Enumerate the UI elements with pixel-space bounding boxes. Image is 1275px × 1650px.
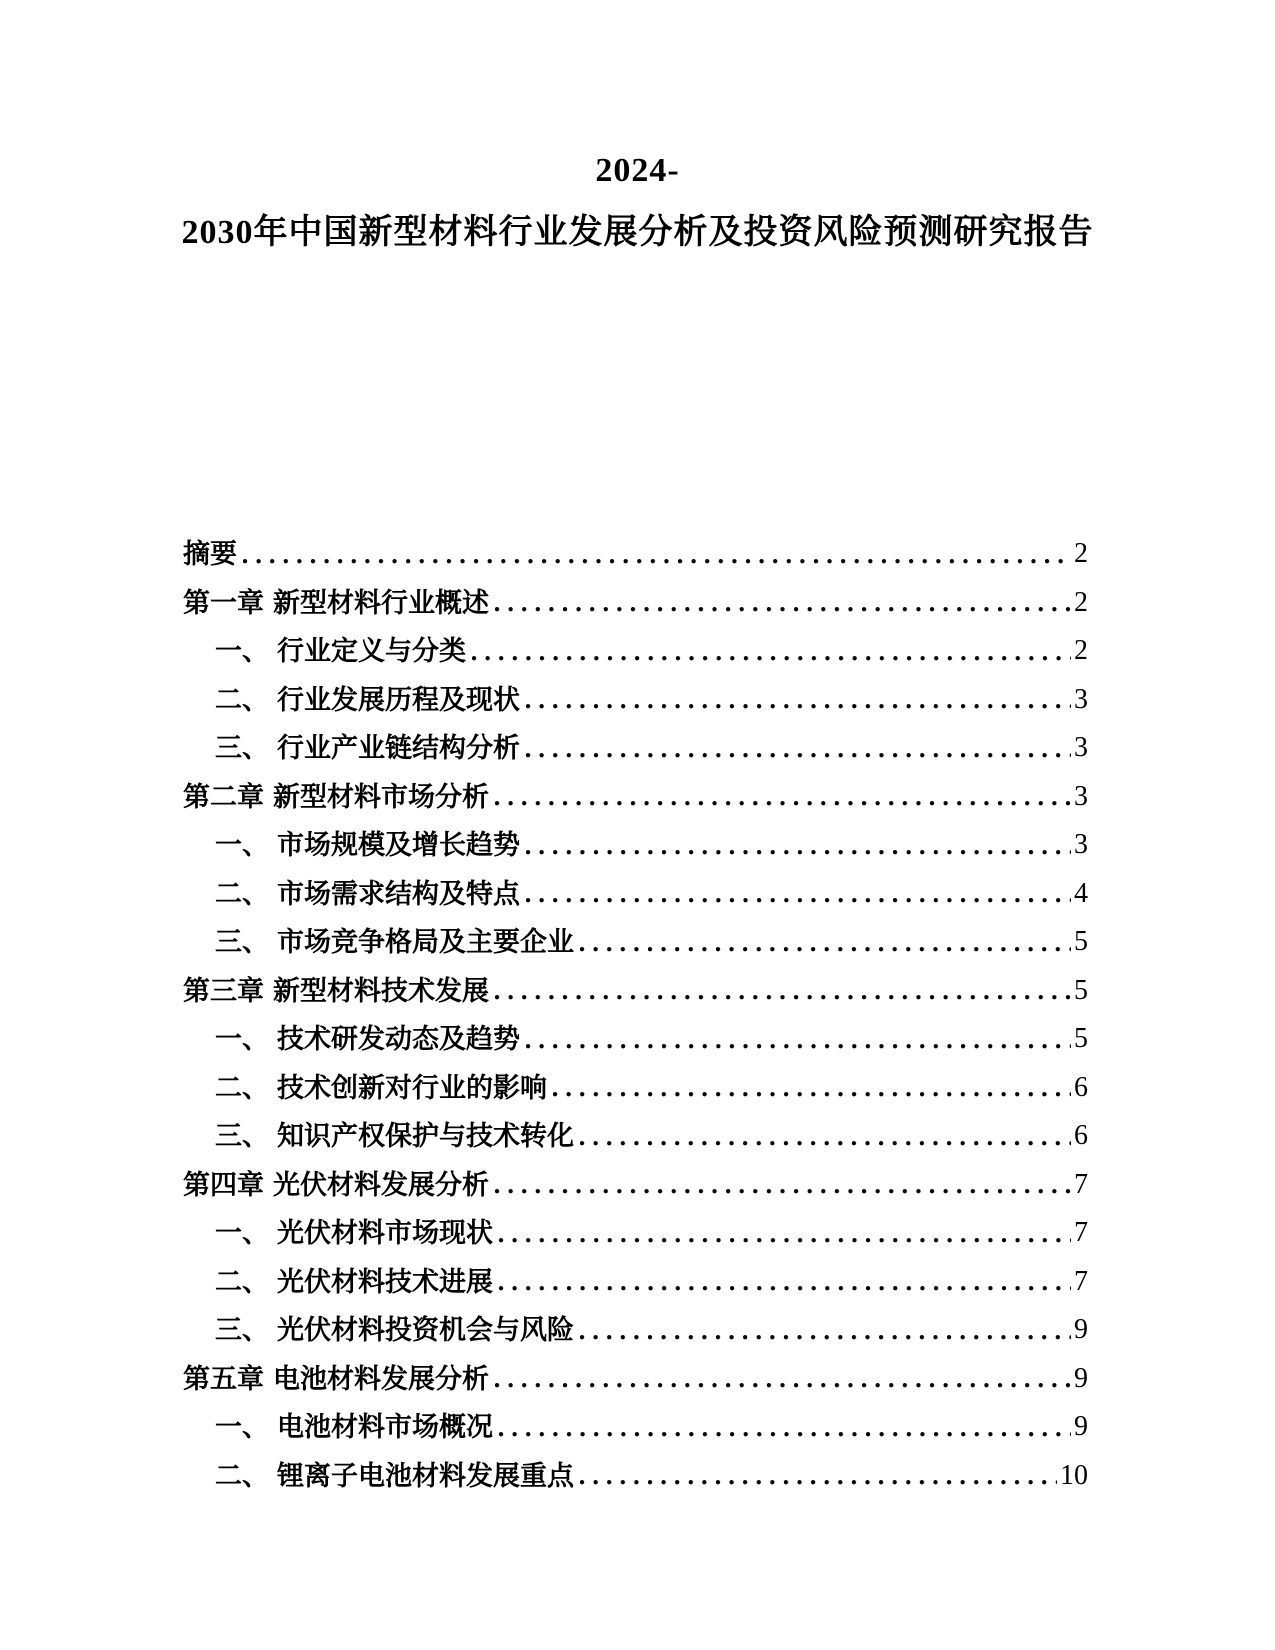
toc-entry-page: 2: [1074, 538, 1088, 569]
toc-entry: [183, 1452, 1088, 1501]
toc-entry-number: 二、: [215, 684, 269, 715]
toc-entry-number: 第四章: [183, 1169, 264, 1200]
toc-entry: [183, 1306, 1088, 1355]
toc-entry: [183, 627, 1088, 676]
toc-entry: [183, 1403, 1088, 1452]
toc-entry-number: 一、: [215, 1412, 269, 1442]
toc-entry: [183, 530, 1088, 579]
dot-leader: [493, 1258, 1071, 1307]
toc-entry-label: 技术研发动态及趋势: [277, 1024, 520, 1054]
toc-entry-label: 光伏材料发展分析: [273, 1169, 489, 1200]
toc-entry-page: 7: [1074, 1168, 1088, 1200]
toc-entry-page: 9: [1074, 1314, 1088, 1345]
dot-leader: [493, 1403, 1071, 1452]
toc-entry-number: 三、: [215, 1315, 269, 1345]
dot-leader: [574, 918, 1071, 967]
dot-leader: [493, 1209, 1071, 1258]
toc-entry: [183, 821, 1088, 870]
toc-entry-label: 电池材料发展分析: [273, 1363, 489, 1394]
toc-entry-label: 新型材料技术发展: [273, 975, 489, 1006]
toc-entry-label: 锂离子电池材料发展重点: [277, 1460, 574, 1491]
toc-entry-page: 3: [1074, 732, 1088, 763]
toc-entry-number: 二、: [215, 1460, 269, 1491]
dot-leader: [574, 1112, 1071, 1161]
dot-leader: [489, 1161, 1071, 1210]
toc-entry-page: 6: [1074, 1120, 1088, 1151]
toc-entry: [183, 1258, 1088, 1307]
toc-entry-number: 一、: [215, 636, 269, 666]
dot-leader: [466, 627, 1071, 676]
toc-entry-label: 摘要: [183, 539, 237, 569]
dot-leader: [237, 530, 1071, 579]
table-of-contents: [183, 530, 1088, 1500]
toc-entry-page: 7: [1074, 1265, 1088, 1297]
report-title: [0, 0, 1275, 264]
toc-entry-number: 二、: [215, 1072, 269, 1103]
dot-leader: [520, 1015, 1071, 1064]
toc-entry: [183, 1015, 1088, 1064]
toc-entry: [183, 1161, 1088, 1210]
dot-leader: [520, 821, 1071, 870]
toc-entry: [183, 676, 1088, 725]
toc-entry-number: 第五章: [183, 1363, 264, 1394]
toc-entry-number: 第三章: [183, 975, 264, 1006]
toc-entry-page: 5: [1074, 974, 1088, 1006]
report-title-line1: 2024-: [595, 152, 680, 189]
toc-entry: [183, 724, 1088, 773]
toc-entry-page: 3: [1074, 683, 1088, 715]
toc-entry-label: 光伏材料投资机会与风险: [277, 1315, 574, 1345]
toc-entry-number: 三、: [215, 733, 269, 763]
dot-leader: [489, 967, 1071, 1016]
toc-entry-number: 一、: [215, 830, 269, 860]
toc-entry-page: 10: [1060, 1459, 1088, 1491]
dot-leader: [489, 579, 1071, 628]
dot-leader: [547, 1064, 1071, 1113]
toc-entry: [183, 1209, 1088, 1258]
toc-entry-label: 市场竞争格局及主要企业: [277, 927, 574, 957]
dot-leader: [520, 870, 1071, 919]
dot-leader: [489, 1355, 1071, 1404]
toc-entry-label: 行业产业链结构分析: [277, 733, 520, 763]
toc-entry-label: 知识产权保护与技术转化: [277, 1121, 574, 1151]
toc-entry-label: 新型材料市场分析: [273, 781, 489, 812]
toc-entry: [183, 967, 1088, 1016]
toc-entry-page: 4: [1074, 877, 1088, 909]
toc-entry-label: 行业定义与分类: [277, 636, 466, 666]
toc-entry-label: 新型材料行业概述: [273, 587, 489, 618]
toc-entry-page: 3: [1074, 780, 1088, 812]
toc-entry-page: 2: [1074, 635, 1088, 666]
toc-entry-label: 技术创新对行业的影响: [277, 1072, 547, 1103]
dot-leader: [489, 773, 1071, 822]
toc-entry-page: 9: [1074, 1411, 1088, 1442]
toc-entry-page: 5: [1074, 926, 1088, 957]
toc-entry-number: 三、: [215, 927, 269, 957]
toc-entry-page: 9: [1074, 1362, 1088, 1394]
toc-entry-label: 市场需求结构及特点: [277, 878, 520, 909]
toc-entry-number: 第二章: [183, 781, 264, 812]
toc-entry: [183, 870, 1088, 919]
toc-entry-page: 5: [1074, 1023, 1088, 1054]
toc-entry-page: 3: [1074, 829, 1088, 860]
toc-entry-page: 2: [1074, 586, 1088, 618]
toc-entry: [183, 773, 1088, 822]
toc-entry-number: 一、: [215, 1218, 269, 1248]
toc-entry: [183, 579, 1088, 628]
toc-entry-number: 二、: [215, 1266, 269, 1297]
dot-leader: [520, 724, 1071, 773]
toc-entry-number: 第一章: [183, 587, 264, 618]
toc-entry-page: 7: [1074, 1217, 1088, 1248]
toc-entry-number: 二、: [215, 878, 269, 909]
toc-entry: [183, 1355, 1088, 1404]
dot-leader: [574, 1452, 1057, 1501]
toc-entry-label: 电池材料市场概况: [277, 1412, 493, 1442]
toc-entry: [183, 918, 1088, 967]
toc-entry-page: 6: [1074, 1071, 1088, 1103]
dot-leader: [574, 1306, 1071, 1355]
dot-leader: [520, 676, 1071, 725]
toc-entry: [183, 1112, 1088, 1161]
toc-entry-number: 三、: [215, 1121, 269, 1151]
toc-entry-label: 市场规模及增长趋势: [277, 830, 520, 860]
toc-entry-label: 光伏材料市场现状: [277, 1218, 493, 1248]
toc-entry-label: 光伏材料技术进展: [277, 1266, 493, 1297]
toc-entry: [183, 1064, 1088, 1113]
toc-entry-number: 一、: [215, 1024, 269, 1054]
toc-entry-label: 行业发展历程及现状: [277, 684, 520, 715]
report-title-line2: 2030年中国新型材料行业发展分析及投资风险预测研究报告: [181, 214, 1094, 251]
